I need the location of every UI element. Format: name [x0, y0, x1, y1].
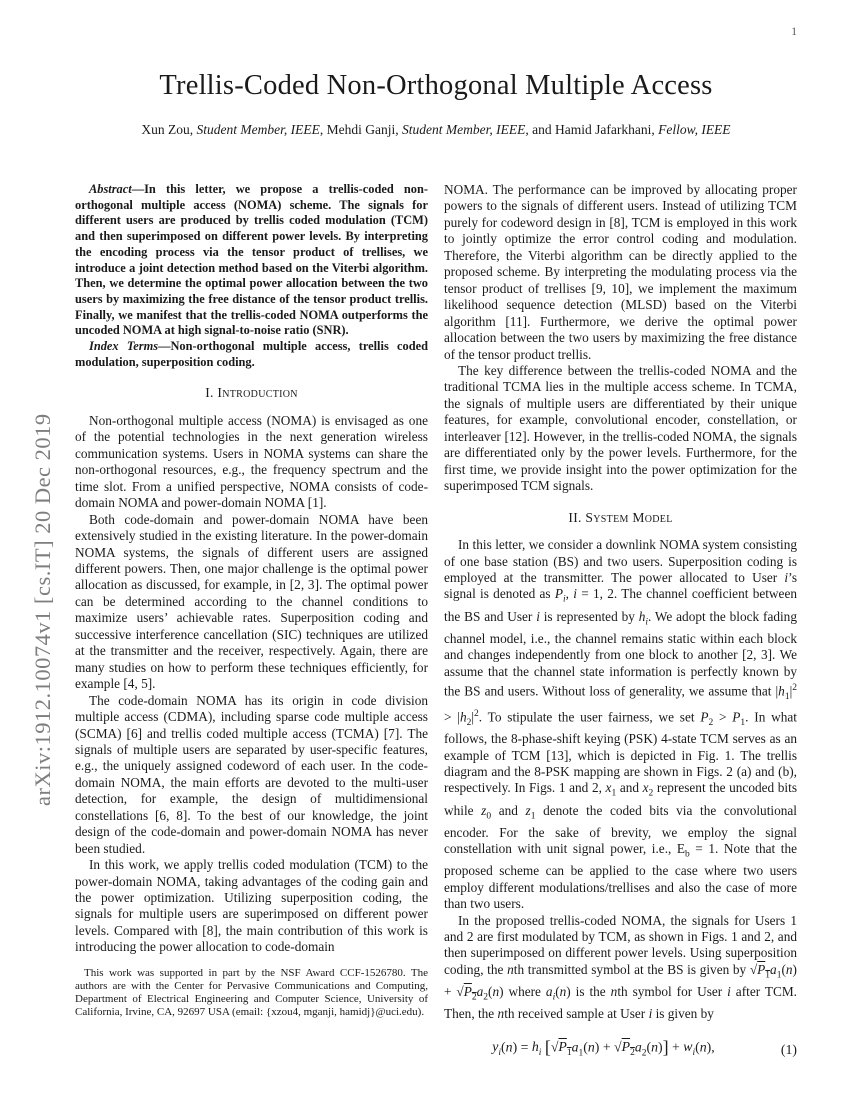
index-terms-paragraph: Index Terms—Non-orthogonal multiple access, trellis coded modulation, superposition coding.	[75, 339, 428, 369]
left-column	[75, 182, 428, 1061]
authors-line: Xun Zou, Student Member, IEEE, Mehdi Ganji, Student Member, IEEE, and Hamid Jafarkhani, Fellow, IEEE	[141, 122, 731, 137]
intro-paragraph-3: The code-domain NOMA has its origin in code division multiple access (CDMA), including sparse code multiple access (SCMA) [6] and trellis coded multiple access (TCMA) [7]. The signals of multiple users are separated by user-specific features, e.g., the uniquely assigned codeword of each user. In the code-domain NOMA, the main efforts are devoted to the multi-user detection, for example, the design of multidimensional constellations [6, 8]. To the best of our knowledge, the joint design of the code-domain and power-domain NOMA has never been studied.	[75, 692, 428, 856]
author-footnote-text: This work was supported in part by the NSF Award CCF-1526780. The authors are with the Center for Pervasive Communications and Computing, Department of Electrical Engineering and Computer Science, University of California, Irvine, CA, 92697 USA (email: {xzou4, mganji, hamidj}@uci.edu).	[75, 966, 428, 1019]
section-heading-introduction: I. Introduction	[205, 385, 298, 401]
equation-1	[444, 1036, 797, 1062]
intro-paragraph-4: In this work, we apply trellis coded modulation (TCM) to the power-domain NOMA, taking advantages of the coding gain and the power optimization. Utilizing superposition coding, the signals for multiple users are superimposed on different power levels. Compared with [8], the main contribution of this work is introducing the power allocation to code-domain	[75, 857, 428, 955]
author-footnote	[75, 967, 428, 1019]
intro-paragraph-1: Non-orthogonal multiple access (NOMA) is envisaged as one of the potential technologies in the next generation wireless communication systems. Users in NOMA systems can share the non-orthogonal resources, e.g., the frequency spectrum and the time slot. From a unified perspective, NOMA consists of code-domain NOMA and power-domain NOMA [1].	[75, 412, 428, 511]
equation-body: $y_i(n) = h_i$ $[√P_1a_1(n) + √P_2a_2(n)] + w_i(n)$,	[492, 1036, 715, 1058]
arxiv-watermark: arXiv:1912.10074v1 [cs.IT] 20 Dec 2019	[30, 413, 55, 806]
paper-body	[75, 70, 797, 1061]
page-number: 1	[791, 26, 797, 38]
intro-paragraph-2: Both code-domain and power-domain NOMA have been extensively studied in the existing literature. In the power-domain NOMA systems, the signals of different users are assigned different powers. Then, one major challenge is the optimal power allocation as discussed, for example, in [2, 3]. The optimal power can be determined according to the channel conditions to maximize users’ achievable rates. Superposition coding and successive interference cancellation (SIC) techniques are utilized at the transmitter and the receiver, respectively. Again, there are many studies on how to perform these techniques efficiently, for example [4, 5].	[75, 511, 428, 692]
section-heading-system-model: II. System Model	[568, 509, 673, 525]
system-model-paragraph-1: In this letter, we consider a downlink NOMA system consisting of one base station (BS) and two users. Superposition coding is employed at the transmitter. The power allocated to User i’s signal is denoted as $P_i$, i = 1, 2. The channel coefficient between the BS and User i is represented by $h_i$. We adopt the block fading channel model, i.e., the channel remains static within each block and changes independently from one block to another [2, 3]. We assume that the channel state information is perfectly known by the BS and users. Without loss of generality, we assume that $|h_1|^2 > |h_2|^2$. To stipulate the user fairness, we set $P_2 > P_1$. In what follows, the 8-phase-shift keying (PSK) 4-state TCM serves as an example of TCM [13], which is depicted in Fig. 1. The trellis diagram and the 8-PSK mapping are shown in Figs. 2 (a) and (b), respectively. In Figs. 1 and 2, $x_1$ and $x_2$ represent the uncoded bits while $z_0$ and $z_1$ denote the coded bits via the convolutional encoder. For the sake of brevity, we employ the signal constellation with unit signal power, i.e., $E_b = 1$. Note that the proposed scheme can be applied to the case where two users employ different modulations/trellises and also the case of more than two users.	[444, 537, 797, 912]
equation-number: (1)	[780, 1041, 797, 1057]
two-column-layout	[75, 182, 797, 1061]
system-model-paragraph-2: In the proposed trellis-coded NOMA, the signals for Users 1 and 2 are first modulated by TCM, as shown in Figs. 1 and 2, and then superimposed on different power levels. Using superposition coding, the nth transmitted symbol at the BS is given by $√P_1a_1(n) + √P_2a_2(n)$ where $a_i(n)$ is the nth symbol for User i after TCM. Then, the nth received sample at User i is given by	[444, 912, 797, 1022]
paper-title: Trellis-Coded Non-Orthogonal Multiple Access	[159, 70, 713, 101]
continuation-paragraph: NOMA. The performance can be improved by allocating proper powers to the signals of different users. Instead of utilizing TCM purely for codeword design in [8], TCM is employed in this work to jointly optimize the error control coding and modulation. Therefore, the Viterbi algorithm can be directly applied to the proposed scheme. By interpreting the modulating process via the tensor product of trellises [9, 10], we implement the maximum likelihood sequence detection (MLSD) based on the Viterbi algorithm [11]. Furthermore, we derive the optimal power allocation between the two users by maximizing the free distance of the tensor product trellis.	[444, 182, 797, 362]
abstract-paragraph: Abstract—In this letter, we propose a trellis-coded non-orthogonal multiple access (NOMA) scheme. The signals for different users are produced by trellis coded modulation (TCM) and then superimposed on different power levels. By interpreting the encoding process via the tensor product of trellises, we introduce a joint detection method based on the Viterbi algorithm. Then, we determine the optimal power allocation between the two users by maximizing the free distance of the tensor product trellis. Finally, we manifest that the trellis-coded NOMA outperforms the uncoded NOMA at high signal-to-noise ratio (SNR).	[75, 182, 428, 338]
right-column	[444, 182, 797, 1061]
key-difference-paragraph: The key difference between the trellis-coded NOMA and the traditional TCMA lies in the multiple access scheme. In TCMA, the signals of multiple users are differentiated by their unique features, for example, convolutional encoder, constellation, or interleaver [12]. However, in the trellis-coded NOMA, the signals are differentiated only by the power levels. Furthermore, for the first time, we provide insight into the power optimization for the superimposed TCM signals.	[444, 362, 797, 494]
